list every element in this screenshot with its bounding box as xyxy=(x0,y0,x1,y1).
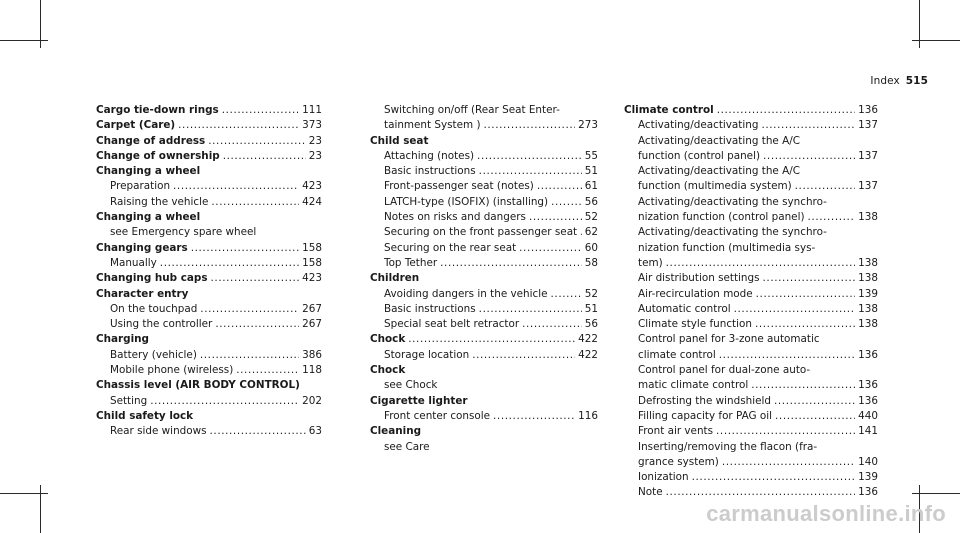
dot-leader xyxy=(408,332,575,347)
crop-mark xyxy=(912,40,960,41)
index-entry xyxy=(624,485,878,500)
index-entry xyxy=(624,455,878,470)
entry-label: Securing on the rear seat xyxy=(384,241,517,254)
crop-mark xyxy=(912,493,960,494)
entry-label: Change of ownership xyxy=(96,149,220,162)
index-heading: Child seat xyxy=(370,134,429,147)
entry-page-number: 422 xyxy=(578,333,598,346)
dot-leader xyxy=(208,134,306,149)
entry-label: Notes on risks and dangers xyxy=(384,211,526,224)
entry-page-number: 137 xyxy=(858,180,878,193)
entry-page-number: 61 xyxy=(584,180,598,193)
index-entry xyxy=(96,302,322,317)
index-entry xyxy=(624,424,878,439)
dot-leader xyxy=(763,271,856,286)
entry-page-number: 136 xyxy=(858,394,878,407)
index-entry xyxy=(96,149,322,164)
index-entry xyxy=(624,287,878,302)
dot-leader xyxy=(479,164,582,179)
entry-page-number: 273 xyxy=(578,119,598,132)
entry-page-number: 58 xyxy=(584,256,598,269)
dot-leader xyxy=(774,394,855,409)
index-entry xyxy=(370,332,598,347)
dot-leader xyxy=(756,287,856,302)
index-entry xyxy=(624,317,878,332)
index-entry xyxy=(96,256,322,271)
dot-leader xyxy=(666,256,856,271)
index-subentry: see Emergency spare wheel xyxy=(110,226,257,239)
dot-leader xyxy=(222,103,299,118)
index-entry xyxy=(96,424,322,439)
index-entry xyxy=(370,302,598,317)
watermark: carmanualsonline.info xyxy=(706,501,946,526)
entry-label: Cargo tie-down rings xyxy=(96,104,219,116)
index-entry xyxy=(624,149,878,164)
entry-label: matic climate control xyxy=(638,379,749,392)
dot-leader xyxy=(150,394,299,409)
index-entry xyxy=(370,317,598,332)
entry-label: Front center console xyxy=(384,409,491,422)
index-heading: Child safety lock xyxy=(96,409,194,422)
index-entry xyxy=(624,271,878,286)
index-entry xyxy=(624,103,878,118)
entry-label: Air distribution settings xyxy=(638,272,760,285)
entry-page-number: 136 xyxy=(858,486,878,499)
dot-leader xyxy=(160,256,299,271)
index-entry xyxy=(96,348,322,363)
dot-leader xyxy=(493,409,575,424)
entry-label: Changing gears xyxy=(96,241,188,254)
index-entry xyxy=(624,210,878,225)
index-entry xyxy=(96,394,322,409)
entry-page-number: 60 xyxy=(584,241,598,254)
dot-leader xyxy=(808,210,856,225)
dot-leader xyxy=(717,103,855,118)
entry-label: Change of address xyxy=(96,134,206,147)
dot-leader xyxy=(200,302,299,317)
entry-page-number: 51 xyxy=(584,302,598,315)
dot-leader xyxy=(178,118,299,133)
dot-leader xyxy=(215,317,299,332)
entry-label: Air-recirculation mode xyxy=(638,287,753,300)
entry-page-number: 136 xyxy=(858,379,878,392)
entry-label: nization function (control panel) xyxy=(638,211,805,224)
entry-page-number: 423 xyxy=(302,180,322,193)
entry-label: Mobile phone (wireless) xyxy=(110,364,234,377)
entry-page-number: 423 xyxy=(302,272,322,285)
dot-leader xyxy=(211,271,300,286)
index-entry xyxy=(96,317,322,332)
index-subentry: see Care xyxy=(384,440,430,453)
index-entry xyxy=(370,149,598,164)
dot-leader xyxy=(173,179,299,194)
dot-leader xyxy=(477,149,582,164)
index-entry xyxy=(96,241,322,256)
entry-label: Front-passenger seat (notes) xyxy=(384,180,534,193)
entry-label: grance system) xyxy=(638,455,719,468)
index-entry xyxy=(370,179,598,194)
entry-label: Automatic control xyxy=(638,302,731,315)
entry-page-number: 422 xyxy=(578,348,598,361)
entry-label: Climate style function xyxy=(638,318,752,331)
entry-page-number: 137 xyxy=(858,149,878,162)
entry-label: Basic instructions xyxy=(384,165,476,178)
index-heading: Character entry xyxy=(96,287,189,300)
entry-page-number: 138 xyxy=(858,272,878,285)
entry-label: Using the controller xyxy=(110,318,213,331)
entry-page-number: 52 xyxy=(584,211,598,224)
dot-leader xyxy=(210,424,306,439)
dot-leader xyxy=(200,348,299,363)
entry-page-number: 63 xyxy=(308,425,322,438)
index-entry xyxy=(96,195,322,210)
entry-page-number: 440 xyxy=(858,409,878,422)
index-entry xyxy=(624,378,878,393)
entry-page-number: 424 xyxy=(302,195,322,208)
index-entry xyxy=(96,134,322,149)
entry-page-number: 23 xyxy=(308,134,322,147)
entry-label: Ionization xyxy=(638,471,689,484)
index-entry xyxy=(624,409,878,424)
entry-page-number: 136 xyxy=(858,348,878,361)
index-column-2 xyxy=(370,103,598,455)
index-heading: Cleaning xyxy=(370,425,422,438)
dot-leader xyxy=(551,287,582,302)
index-entry xyxy=(96,363,322,378)
index-column-1 xyxy=(96,103,322,440)
index-subentry: nization function (multimedia sys- xyxy=(638,241,816,254)
dot-leader xyxy=(751,378,855,393)
index-entry xyxy=(370,409,598,424)
entry-label: Climate control xyxy=(624,104,714,116)
dot-leader xyxy=(472,348,575,363)
index-entry xyxy=(370,241,598,256)
index-entry xyxy=(624,179,878,194)
entry-label: Filling capacity for PAG oil xyxy=(638,409,773,422)
index-entry xyxy=(370,118,598,133)
index-entry xyxy=(96,271,322,286)
dot-leader xyxy=(522,317,582,332)
page-header xyxy=(870,75,928,87)
crop-mark xyxy=(0,40,48,41)
index-heading: Chock xyxy=(370,364,406,377)
dot-leader xyxy=(580,225,582,240)
index-heading: Cigarette lighter xyxy=(370,394,468,407)
crop-mark xyxy=(0,493,48,494)
entry-label: Special seat belt retractor xyxy=(384,318,520,331)
index-entry xyxy=(370,256,598,271)
entry-page-number: 139 xyxy=(858,287,878,300)
entry-label: climate control xyxy=(638,348,716,361)
section-label: Index xyxy=(870,75,900,87)
entry-page-number: 51 xyxy=(584,165,598,178)
index-subentry: Control panel for dual-zone auto- xyxy=(638,364,811,377)
entry-label: Raising the vehicle xyxy=(110,195,209,208)
entry-page-number: 136 xyxy=(858,104,878,116)
entry-page-number: 116 xyxy=(578,409,598,422)
index-entry xyxy=(370,348,598,363)
dot-leader xyxy=(529,210,582,225)
entry-label: Front air vents xyxy=(638,425,714,438)
index-subentry: Control panel for 3-zone automatic xyxy=(638,333,820,346)
index-heading: Changing a wheel xyxy=(96,211,201,224)
dot-leader xyxy=(761,118,855,133)
dot-leader xyxy=(666,485,856,500)
entry-page-number: 56 xyxy=(584,195,598,208)
dot-leader xyxy=(692,470,856,485)
index-subentry: Activating/deactivating the synchro- xyxy=(638,195,827,208)
dot-leader xyxy=(716,424,855,439)
entry-label: Note xyxy=(638,486,663,499)
entry-page-number: 137 xyxy=(858,119,878,132)
dot-leader xyxy=(223,149,306,164)
index-entry xyxy=(96,179,322,194)
entry-label: Top Tether xyxy=(384,256,438,269)
entry-page-number: 138 xyxy=(858,256,878,269)
entry-label: Setting xyxy=(110,394,148,407)
index-entry xyxy=(370,225,598,240)
index-subentry: Activating/deactivating the A/C xyxy=(638,134,800,147)
dot-leader xyxy=(191,241,299,256)
index-entry xyxy=(370,195,598,210)
index-entry xyxy=(96,118,322,133)
dot-leader xyxy=(763,149,855,164)
entry-label: Storage location xyxy=(384,348,470,361)
index-entry xyxy=(624,470,878,485)
entry-label: tem) xyxy=(638,256,663,269)
entry-page-number: 373 xyxy=(302,119,322,132)
entry-label: LATCH-type (ISOFIX) (installing) xyxy=(384,195,549,208)
dot-leader xyxy=(519,241,582,256)
entry-label: Attaching (notes) xyxy=(384,149,475,162)
dot-leader xyxy=(722,455,855,470)
dot-leader xyxy=(537,179,582,194)
dot-leader xyxy=(484,118,576,133)
entry-label: Changing hub caps xyxy=(96,272,208,285)
entry-page-number: 56 xyxy=(584,318,598,331)
entry-page-number: 62 xyxy=(584,226,598,239)
entry-page-number: 140 xyxy=(858,455,878,468)
index-entry xyxy=(624,118,878,133)
index-heading: Charging xyxy=(96,333,149,346)
dot-leader xyxy=(440,256,582,271)
dot-leader xyxy=(795,179,856,194)
entry-label: Activating/deactivating xyxy=(638,119,759,132)
entry-page-number: 138 xyxy=(858,318,878,331)
entry-page-number: 386 xyxy=(302,348,322,361)
index-column-3 xyxy=(624,103,878,501)
entry-page-number: 141 xyxy=(858,425,878,438)
entry-label: Avoiding dangers in the vehicle xyxy=(384,287,548,300)
index-entry xyxy=(370,164,598,179)
entry-label: Basic instructions xyxy=(384,302,476,315)
index-entry xyxy=(624,394,878,409)
entry-page-number: 23 xyxy=(308,149,322,162)
dot-leader xyxy=(719,348,855,363)
entry-label: Securing on the front passenger seat xyxy=(384,226,578,239)
entry-label: tainment System ) xyxy=(384,119,481,132)
entry-label: function (multimedia system) xyxy=(638,180,792,193)
dot-leader xyxy=(211,195,299,210)
entry-page-number: 202 xyxy=(302,394,322,407)
dot-leader xyxy=(236,363,299,378)
index-heading: Changing a wheel xyxy=(96,165,201,178)
index-entry xyxy=(370,287,598,302)
entry-label: Carpet (Care) xyxy=(96,119,176,132)
index-entry xyxy=(624,302,878,317)
index-subentry: Activating/deactivating the A/C xyxy=(638,165,800,178)
index-subentry: Switching on/off (Rear Seat Enter- xyxy=(384,104,560,116)
entry-label: function (control panel) xyxy=(638,149,761,162)
entry-label: Defrosting the windshield xyxy=(638,394,771,407)
index-heading: Children xyxy=(370,272,420,285)
entry-page-number: 138 xyxy=(858,211,878,224)
entry-page-number: 55 xyxy=(584,149,598,162)
index-subentry: see Chock xyxy=(384,379,438,392)
entry-page-number: 139 xyxy=(858,471,878,484)
index-entry xyxy=(370,210,598,225)
entry-label: On the touchpad xyxy=(110,302,198,315)
entry-label: Preparation xyxy=(110,180,171,193)
index-entry xyxy=(96,103,322,118)
entry-page-number: 267 xyxy=(302,318,322,331)
dot-leader xyxy=(479,302,582,317)
entry-page-number: 52 xyxy=(584,287,598,300)
entry-page-number: 138 xyxy=(858,302,878,315)
entry-label: Manually xyxy=(110,256,157,269)
dot-leader xyxy=(775,409,855,424)
entry-page-number: 158 xyxy=(302,241,322,254)
index-heading: Chassis level (AIR BODY CONTROL) xyxy=(96,379,300,392)
index-subentry: Inserting/removing the flacon (fra- xyxy=(638,440,818,453)
entry-label: Chock xyxy=(370,333,406,346)
entry-page-number: 158 xyxy=(302,256,322,269)
entry-page-number: 111 xyxy=(302,104,322,116)
entry-label: Battery (vehicle) xyxy=(110,348,197,361)
entry-page-number: 118 xyxy=(302,364,322,377)
page-number: 515 xyxy=(905,75,928,87)
dot-leader xyxy=(755,317,855,332)
entry-label: Rear side windows xyxy=(110,425,207,438)
dot-leader xyxy=(551,195,582,210)
entry-page-number: 267 xyxy=(302,302,322,315)
index-subentry: Activating/deactivating the synchro- xyxy=(638,226,827,239)
index-entry xyxy=(624,256,878,271)
dot-leader xyxy=(734,302,856,317)
index-entry xyxy=(624,348,878,363)
